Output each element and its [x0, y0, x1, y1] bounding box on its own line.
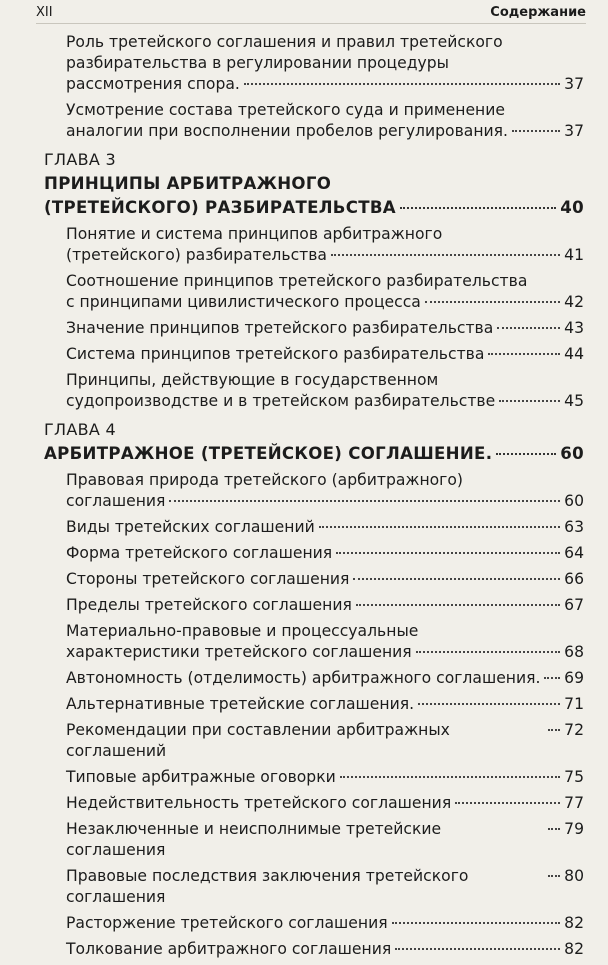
toc-entry [66, 668, 584, 689]
toc-entry-line [66, 793, 584, 814]
dot-leader [548, 729, 560, 731]
toc-entry-line [66, 913, 584, 934]
toc-entry-line [66, 318, 584, 339]
toc-entry-line [66, 121, 584, 142]
toc-page-number: 37 [564, 75, 584, 93]
dot-leader [488, 353, 560, 355]
toc-page-number: 60 [564, 492, 584, 510]
toc-entry-line [66, 391, 584, 412]
toc-entry-text: Значение принципов третейского разбирательства [66, 319, 494, 337]
toc-page-number: 37 [564, 122, 584, 140]
dot-leader [497, 327, 560, 329]
toc-entry [66, 543, 584, 564]
dot-leader [392, 922, 561, 924]
toc-page-number: 41 [564, 246, 584, 264]
toc-entry-text: Автономность (отделимость) арбитражного соглашения. [66, 669, 541, 687]
dot-leader [336, 552, 560, 554]
toc-entry [66, 224, 584, 266]
toc-entry-line: Правовая природа третейского (арбитражного) [66, 471, 463, 489]
toc-page-number: 63 [564, 518, 584, 536]
toc-page-number: 68 [564, 643, 584, 661]
toc-entry-line [66, 517, 584, 538]
toc-entry [66, 370, 584, 412]
toc-entry-text: Толкование арбитражного соглашения [66, 940, 392, 958]
toc-entry-text: (третейского) разбирательства [66, 246, 327, 264]
toc-entry-line [66, 595, 584, 616]
toc-entry-line [66, 543, 584, 564]
dot-leader [353, 578, 560, 580]
toc-page-number: 69 [564, 669, 584, 687]
toc-page-number: 75 [564, 768, 584, 786]
dot-leader [544, 677, 560, 679]
dot-leader [418, 703, 560, 705]
toc-entry-text: Типовые арбитражные оговорки [66, 768, 336, 786]
toc-entry-line: Принципы, действующие в государственном [66, 371, 439, 389]
toc-page-number: 42 [564, 293, 584, 311]
chapter-page-number: 40 [560, 198, 584, 217]
toc-entry [66, 913, 584, 934]
dot-leader [340, 776, 560, 778]
toc-entry-line [66, 866, 584, 908]
toc-entry [66, 767, 584, 788]
toc-page-number: 67 [564, 596, 584, 614]
chapter-label: ГЛАВА 3 [44, 150, 117, 169]
dot-leader [512, 130, 560, 132]
toc-entry-text: Форма третейского соглашения [66, 544, 333, 562]
toc-entry-text: соглашения [66, 492, 166, 510]
dot-leader [319, 526, 560, 528]
toc-entry-line [66, 245, 584, 266]
chapter-title [44, 172, 584, 220]
toc-entry [66, 939, 584, 960]
dot-leader [455, 802, 560, 804]
running-header [36, 3, 586, 24]
toc-entry [66, 621, 584, 663]
toc-entry-line [66, 694, 584, 715]
toc-page-number: 82 [564, 940, 584, 958]
dot-leader [496, 453, 556, 455]
toc-entry-text: Система принципов третейского разбирательства [66, 345, 485, 363]
toc-entry-text: аналогии при восполнении пробелов регулирования. [66, 122, 509, 140]
toc-entry-line [66, 767, 584, 788]
toc-entry-text: Расторжение третейского соглашения [66, 914, 388, 932]
toc-entry-line [66, 819, 584, 861]
toc-entry-line: Понятие и система принципов арбитражного [66, 225, 443, 243]
toc-entry-line [66, 74, 584, 95]
toc-entry-line [66, 720, 584, 762]
toc-entry-line: Соотношение принципов третейского разбирательства [66, 272, 528, 290]
toc-entry-text: Недействительность третейского соглашения [66, 794, 452, 812]
toc-entry-line [66, 939, 584, 960]
toc-entry-text: Стороны третейского соглашения [66, 570, 350, 588]
toc-entry-text: Альтернативные третейские соглашения. [66, 695, 415, 713]
toc-entry-line: Материально-правовые и процессуальные [66, 622, 419, 640]
chapter-title-line [44, 442, 584, 466]
toc-entry-text: рассмотрения спора. [66, 75, 240, 93]
toc-entry-line [66, 642, 584, 663]
toc-page-number: 72 [564, 721, 584, 739]
dot-leader [400, 207, 556, 209]
toc-entry [66, 470, 584, 512]
chapter-title-line: ПРИНЦИПЫ АРБИТРАЖНОГО [44, 174, 332, 193]
chapter-title [44, 442, 584, 466]
dot-leader [425, 301, 560, 303]
toc-entry-line [66, 668, 584, 689]
toc-entry-text: Пределы третейского соглашения [66, 596, 352, 614]
dot-leader [416, 651, 560, 653]
toc-entry [66, 694, 584, 715]
toc-entry [66, 344, 584, 365]
toc-page-number: 71 [564, 695, 584, 713]
toc-entry [66, 866, 584, 908]
toc-entry [66, 100, 584, 142]
toc-entry-text: с принципами цивилистического процесса [66, 293, 421, 311]
dot-leader [356, 604, 560, 606]
toc-entry-line [66, 569, 584, 590]
running-section-title: Содержание [490, 5, 586, 20]
toc-page-number: 79 [564, 820, 584, 838]
chapter-page-number: 60 [560, 444, 584, 463]
toc-entry-text: Правовые последствия заключения третейского соглашения [66, 867, 469, 906]
chapter-title-text: (ТРЕТЕЙСКОГО) РАЗБИРАТЕЛЬСТВА [44, 198, 396, 217]
chapter-label: ГЛАВА 4 [44, 420, 117, 439]
toc-entry-line [66, 344, 584, 365]
toc-entry [66, 318, 584, 339]
toc-page-number: 64 [564, 544, 584, 562]
chapter-title-text: АРБИТРАЖНОЕ (ТРЕТЕЙСКОЕ) СОГЛАШЕНИЕ. [44, 444, 493, 463]
toc-entry [66, 595, 584, 616]
toc-entry-line [66, 292, 584, 313]
dot-leader [548, 828, 560, 830]
toc-entry-text: характеристики третейского соглашения [66, 643, 412, 661]
toc-entry [66, 271, 584, 313]
toc-entry-line: Усмотрение состава третейского суда и применение [66, 101, 505, 119]
dot-leader [169, 500, 560, 502]
table-of-contents [0, 32, 608, 965]
toc-page-number: 77 [564, 794, 584, 812]
toc-entry [66, 819, 584, 861]
page-number-roman: XII [36, 5, 53, 20]
toc-entry-text: Виды третейских соглашений [66, 518, 315, 536]
dot-leader [331, 254, 560, 256]
toc-entry [66, 569, 584, 590]
dot-leader [395, 948, 560, 950]
toc-entry-text: Рекомендации при составлении арбитражных соглашений [66, 721, 450, 760]
toc-page-number: 80 [564, 867, 584, 885]
toc-entry-line: разбирательства в регулировании процедуры [66, 54, 449, 72]
toc-page-number: 82 [564, 914, 584, 932]
toc-entry-text: судопроизводстве и в третейском разбирательстве [66, 392, 496, 410]
toc-entry-text: Незаключенные и неисполнимые третейские соглашения [66, 820, 442, 859]
toc-page-number: 44 [564, 345, 584, 363]
dot-leader [499, 400, 560, 402]
dot-leader [244, 83, 560, 85]
toc-entry [66, 720, 584, 762]
dot-leader [548, 875, 560, 877]
toc-entry [66, 32, 584, 95]
toc-entry-line [66, 491, 584, 512]
toc-page-number: 66 [564, 570, 584, 588]
toc-page-number: 45 [564, 392, 584, 410]
toc-page-number: 43 [564, 319, 584, 337]
chapter-title-line [44, 196, 584, 220]
toc-entry [66, 517, 584, 538]
toc-entry-line: Роль третейского соглашения и правил третейского [66, 33, 503, 51]
toc-entry [66, 793, 584, 814]
